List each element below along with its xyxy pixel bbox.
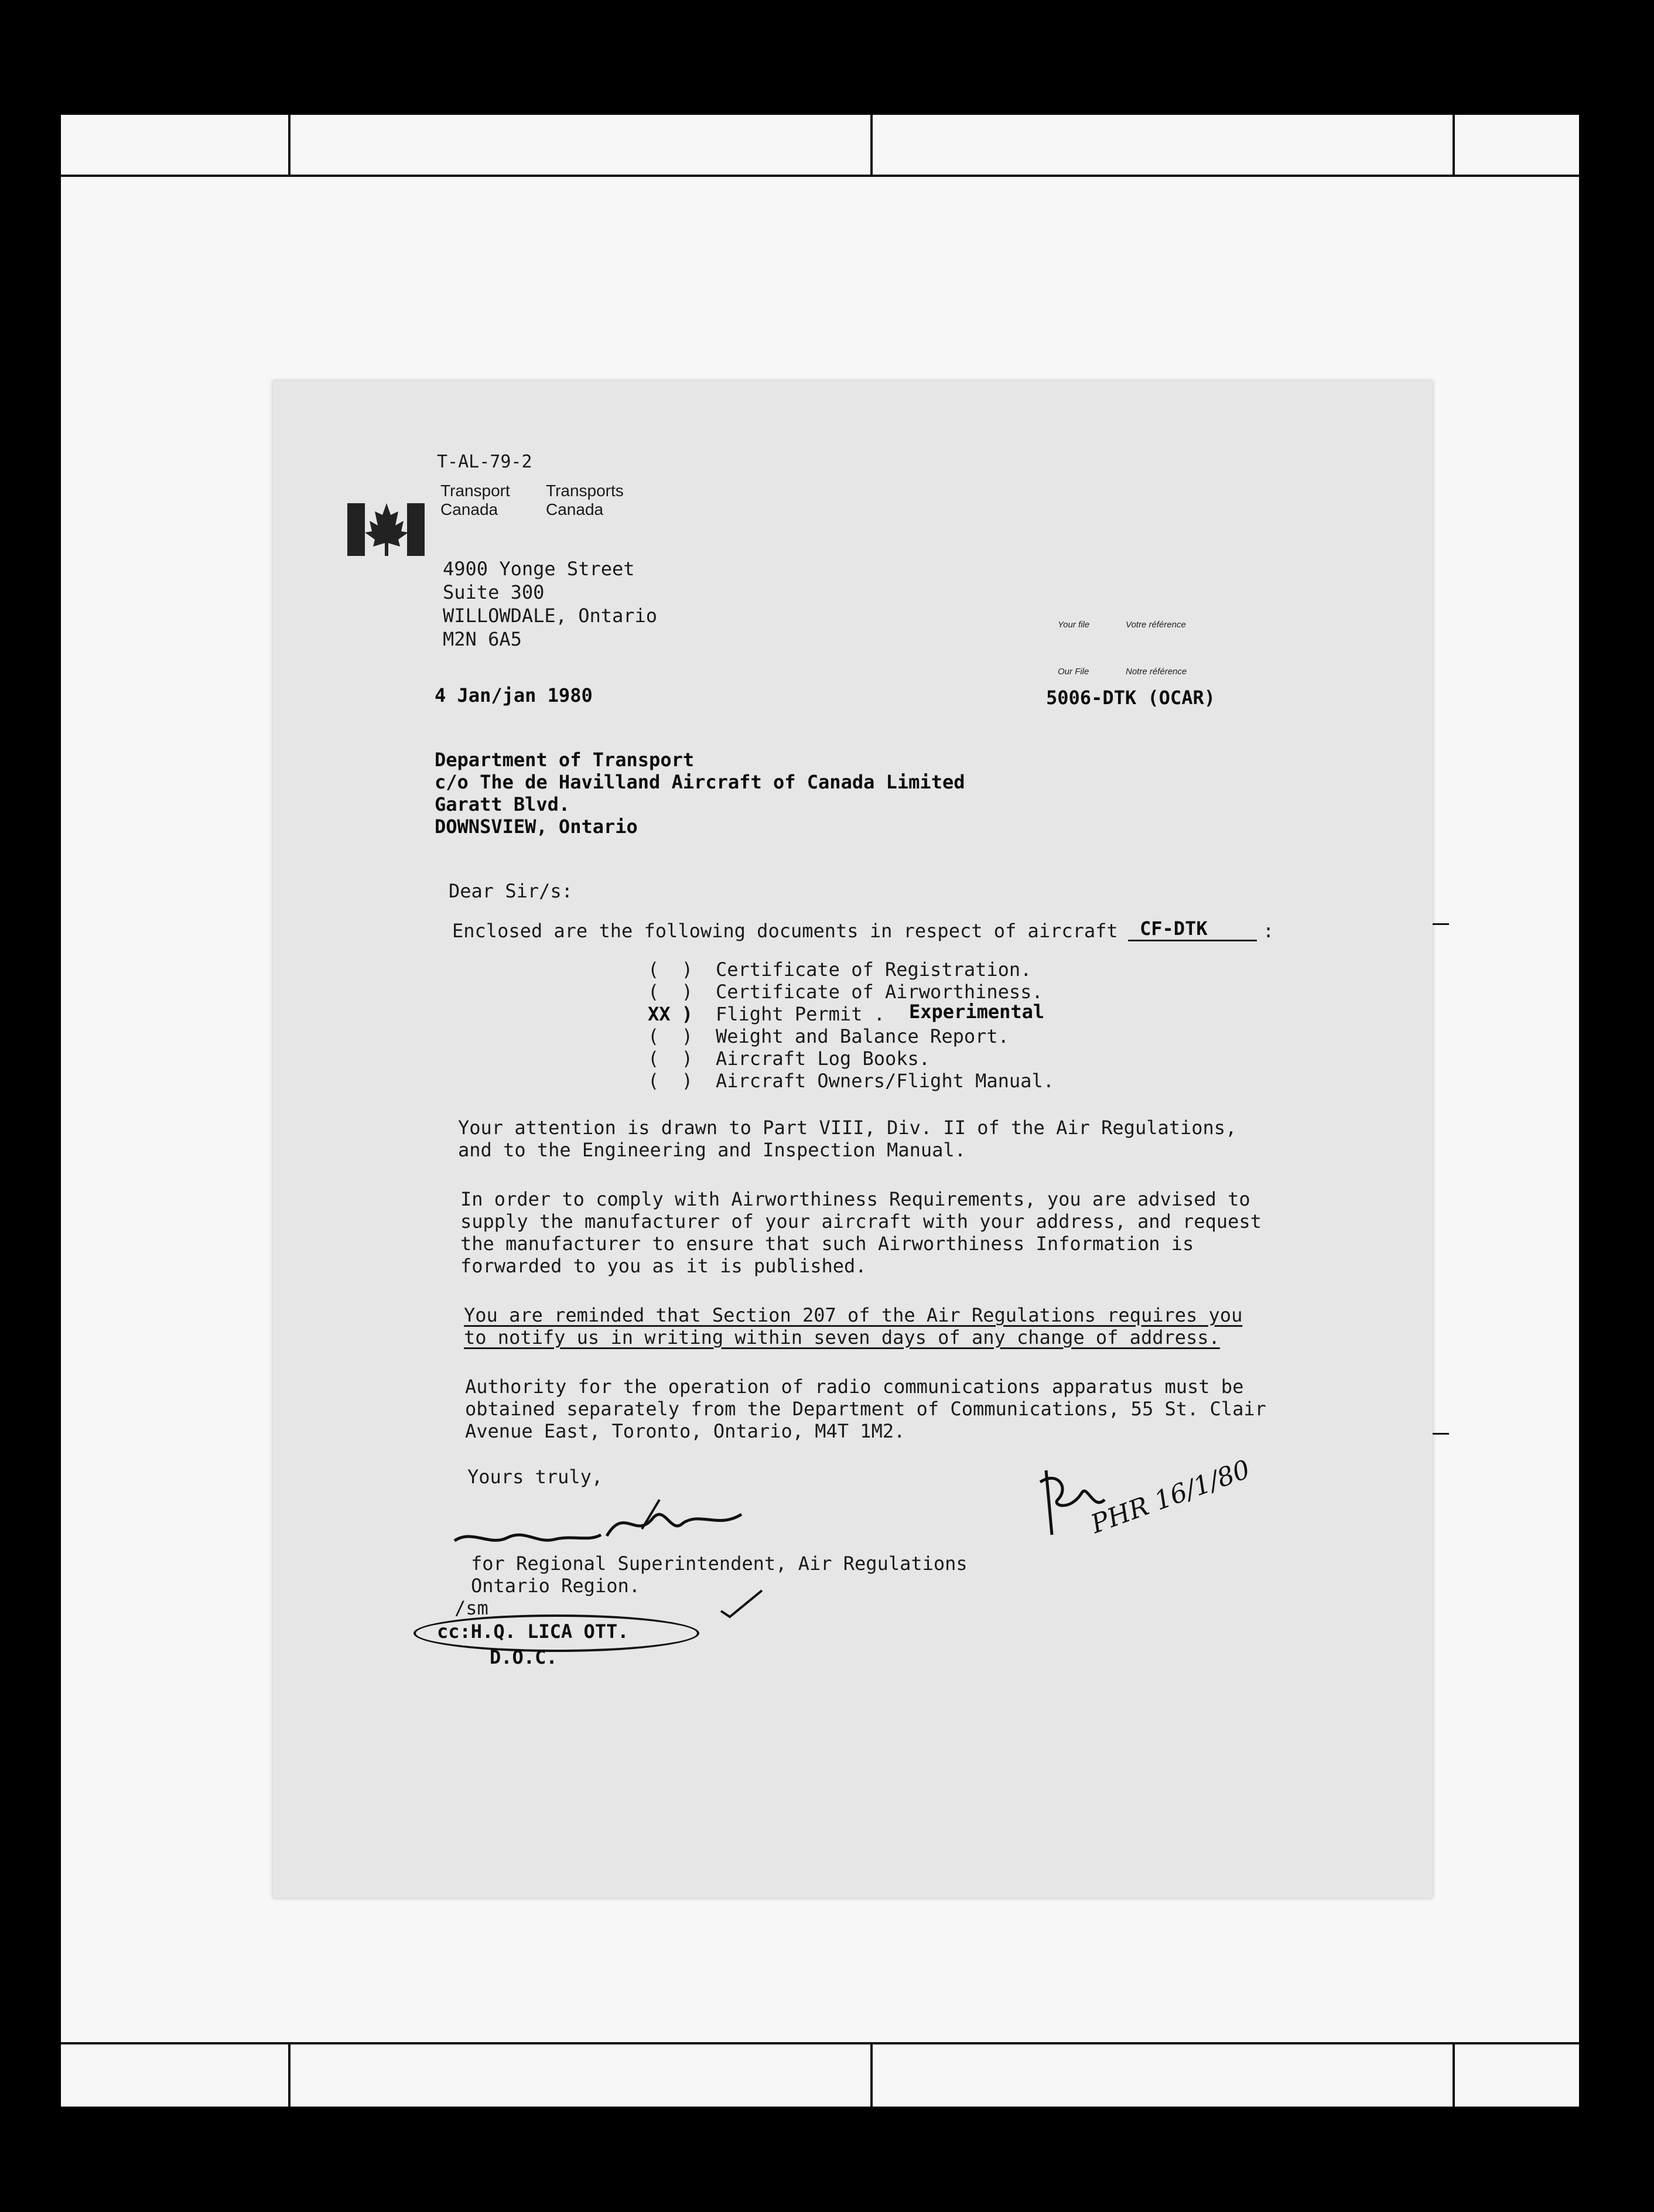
address-line: WILLOWDALE, Ontario: [443, 605, 658, 627]
reminder-line: to notify us in writing within seven days of any change of address.: [464, 1326, 1220, 1349]
our-file-label: Our File: [1058, 667, 1089, 677]
checklist-mark: ( ): [648, 981, 693, 1003]
paragraph-line: and to the Engineering and Inspection Manual.: [458, 1139, 966, 1161]
closing: Yours truly,: [467, 1466, 603, 1488]
checklist-mark: ( ): [648, 1047, 693, 1070]
intro-text: Enclosed are the following documents in respect of aircraft: [452, 920, 1118, 942]
department-en: Transport Canada: [440, 482, 510, 518]
checklist-mark: XX ): [648, 1003, 693, 1025]
recipient-line: Garatt Blvd.: [435, 793, 570, 815]
checklist-item: Flight Permit .: [716, 1003, 885, 1025]
bottom-tick: [870, 2042, 873, 2107]
checklist-mark: ( ): [648, 1070, 693, 1092]
your-file-label-fr: Votre référence: [1126, 620, 1186, 630]
letter-date: 4 Jan/jan 1980: [435, 684, 593, 706]
paragraph-line: forwarded to you as it is published.: [460, 1255, 867, 1277]
bottom-tick: [288, 2042, 291, 2107]
cc-line: D.O.C.: [490, 1646, 558, 1668]
bottom-tick: [1453, 2042, 1455, 2107]
recipient-line: DOWNSVIEW, Ontario: [435, 815, 638, 838]
paragraph-line: Your attention is drawn to Part VIII, Div. II of the Air Regulations,: [458, 1117, 1237, 1139]
canada-logo: [320, 486, 430, 575]
checklist-note: Experimental: [909, 1001, 1045, 1023]
address-line: 4900 Yonge Street: [443, 558, 635, 580]
checklist-item: Weight and Balance Report.: [716, 1025, 1009, 1047]
paragraph-line: Avenue East, Toronto, Ontario, M4T 1M2.: [465, 1420, 905, 1442]
your-file-label: Your file: [1058, 620, 1090, 630]
check-mark-icon: [718, 1588, 765, 1623]
checklist-mark: ( ): [648, 958, 693, 981]
paragraph-line: supply the manufacturer of your aircraft with your address, and request: [460, 1210, 1262, 1233]
signature-line: Ontario Region.: [471, 1575, 640, 1597]
top-tick: [870, 115, 873, 177]
checklist-item: Certificate of Airworthiness.: [716, 981, 1043, 1003]
our-file-value: 5006-DTK (OCAR): [1046, 687, 1215, 709]
recipient-line: c/o The de Havilland Aircraft of Canada Limited: [435, 771, 965, 793]
address-line: Suite 300: [443, 581, 545, 603]
paragraph-line: obtained separately from the Department of Communications, 55 St. Clair: [465, 1398, 1266, 1420]
our-file-label-fr: Notre référence: [1126, 667, 1187, 677]
checklist-mark: ( ): [648, 1025, 693, 1047]
paragraph-line: the manufacturer to ensure that such Airworthiness Information is: [460, 1233, 1194, 1255]
form-number: T-AL-79-2: [437, 452, 532, 472]
colon: :: [1263, 920, 1274, 942]
paragraph-line: In order to comply with Airworthiness Requirements, you are advised to: [460, 1188, 1250, 1210]
typist-initials: /sm: [454, 1597, 488, 1619]
reminder-line: You are reminded that Section 207 of the Air Regulations requires you: [464, 1304, 1243, 1326]
department-fr: Transports Canada: [546, 482, 624, 518]
letter-page: [273, 381, 1433, 1898]
cc-line: cc:H.Q. LICA OTT.: [437, 1620, 629, 1643]
handwritten-note: PHR 16/1/80: [1087, 1454, 1254, 1539]
recipient-line: Department of Transport: [435, 749, 695, 771]
canada-flag-icon: [343, 497, 430, 562]
address-line: M2N 6A5: [443, 628, 522, 650]
aircraft-registration: CF-DTK: [1128, 917, 1257, 941]
signature-image: [449, 1494, 753, 1552]
checklist-item: Aircraft Log Books.: [716, 1047, 931, 1070]
checklist-item: Aircraft Owners/Flight Manual.: [716, 1070, 1054, 1092]
signature-line: for Regional Superintendent, Air Regulations: [471, 1552, 968, 1575]
top-tick: [288, 115, 291, 177]
salutation: Dear Sir/s:: [449, 880, 573, 902]
paragraph-line: Authority for the operation of radio communications apparatus must be: [465, 1375, 1244, 1398]
checklist-item: Certificate of Registration.: [716, 958, 1032, 981]
top-tick: [1453, 115, 1455, 177]
